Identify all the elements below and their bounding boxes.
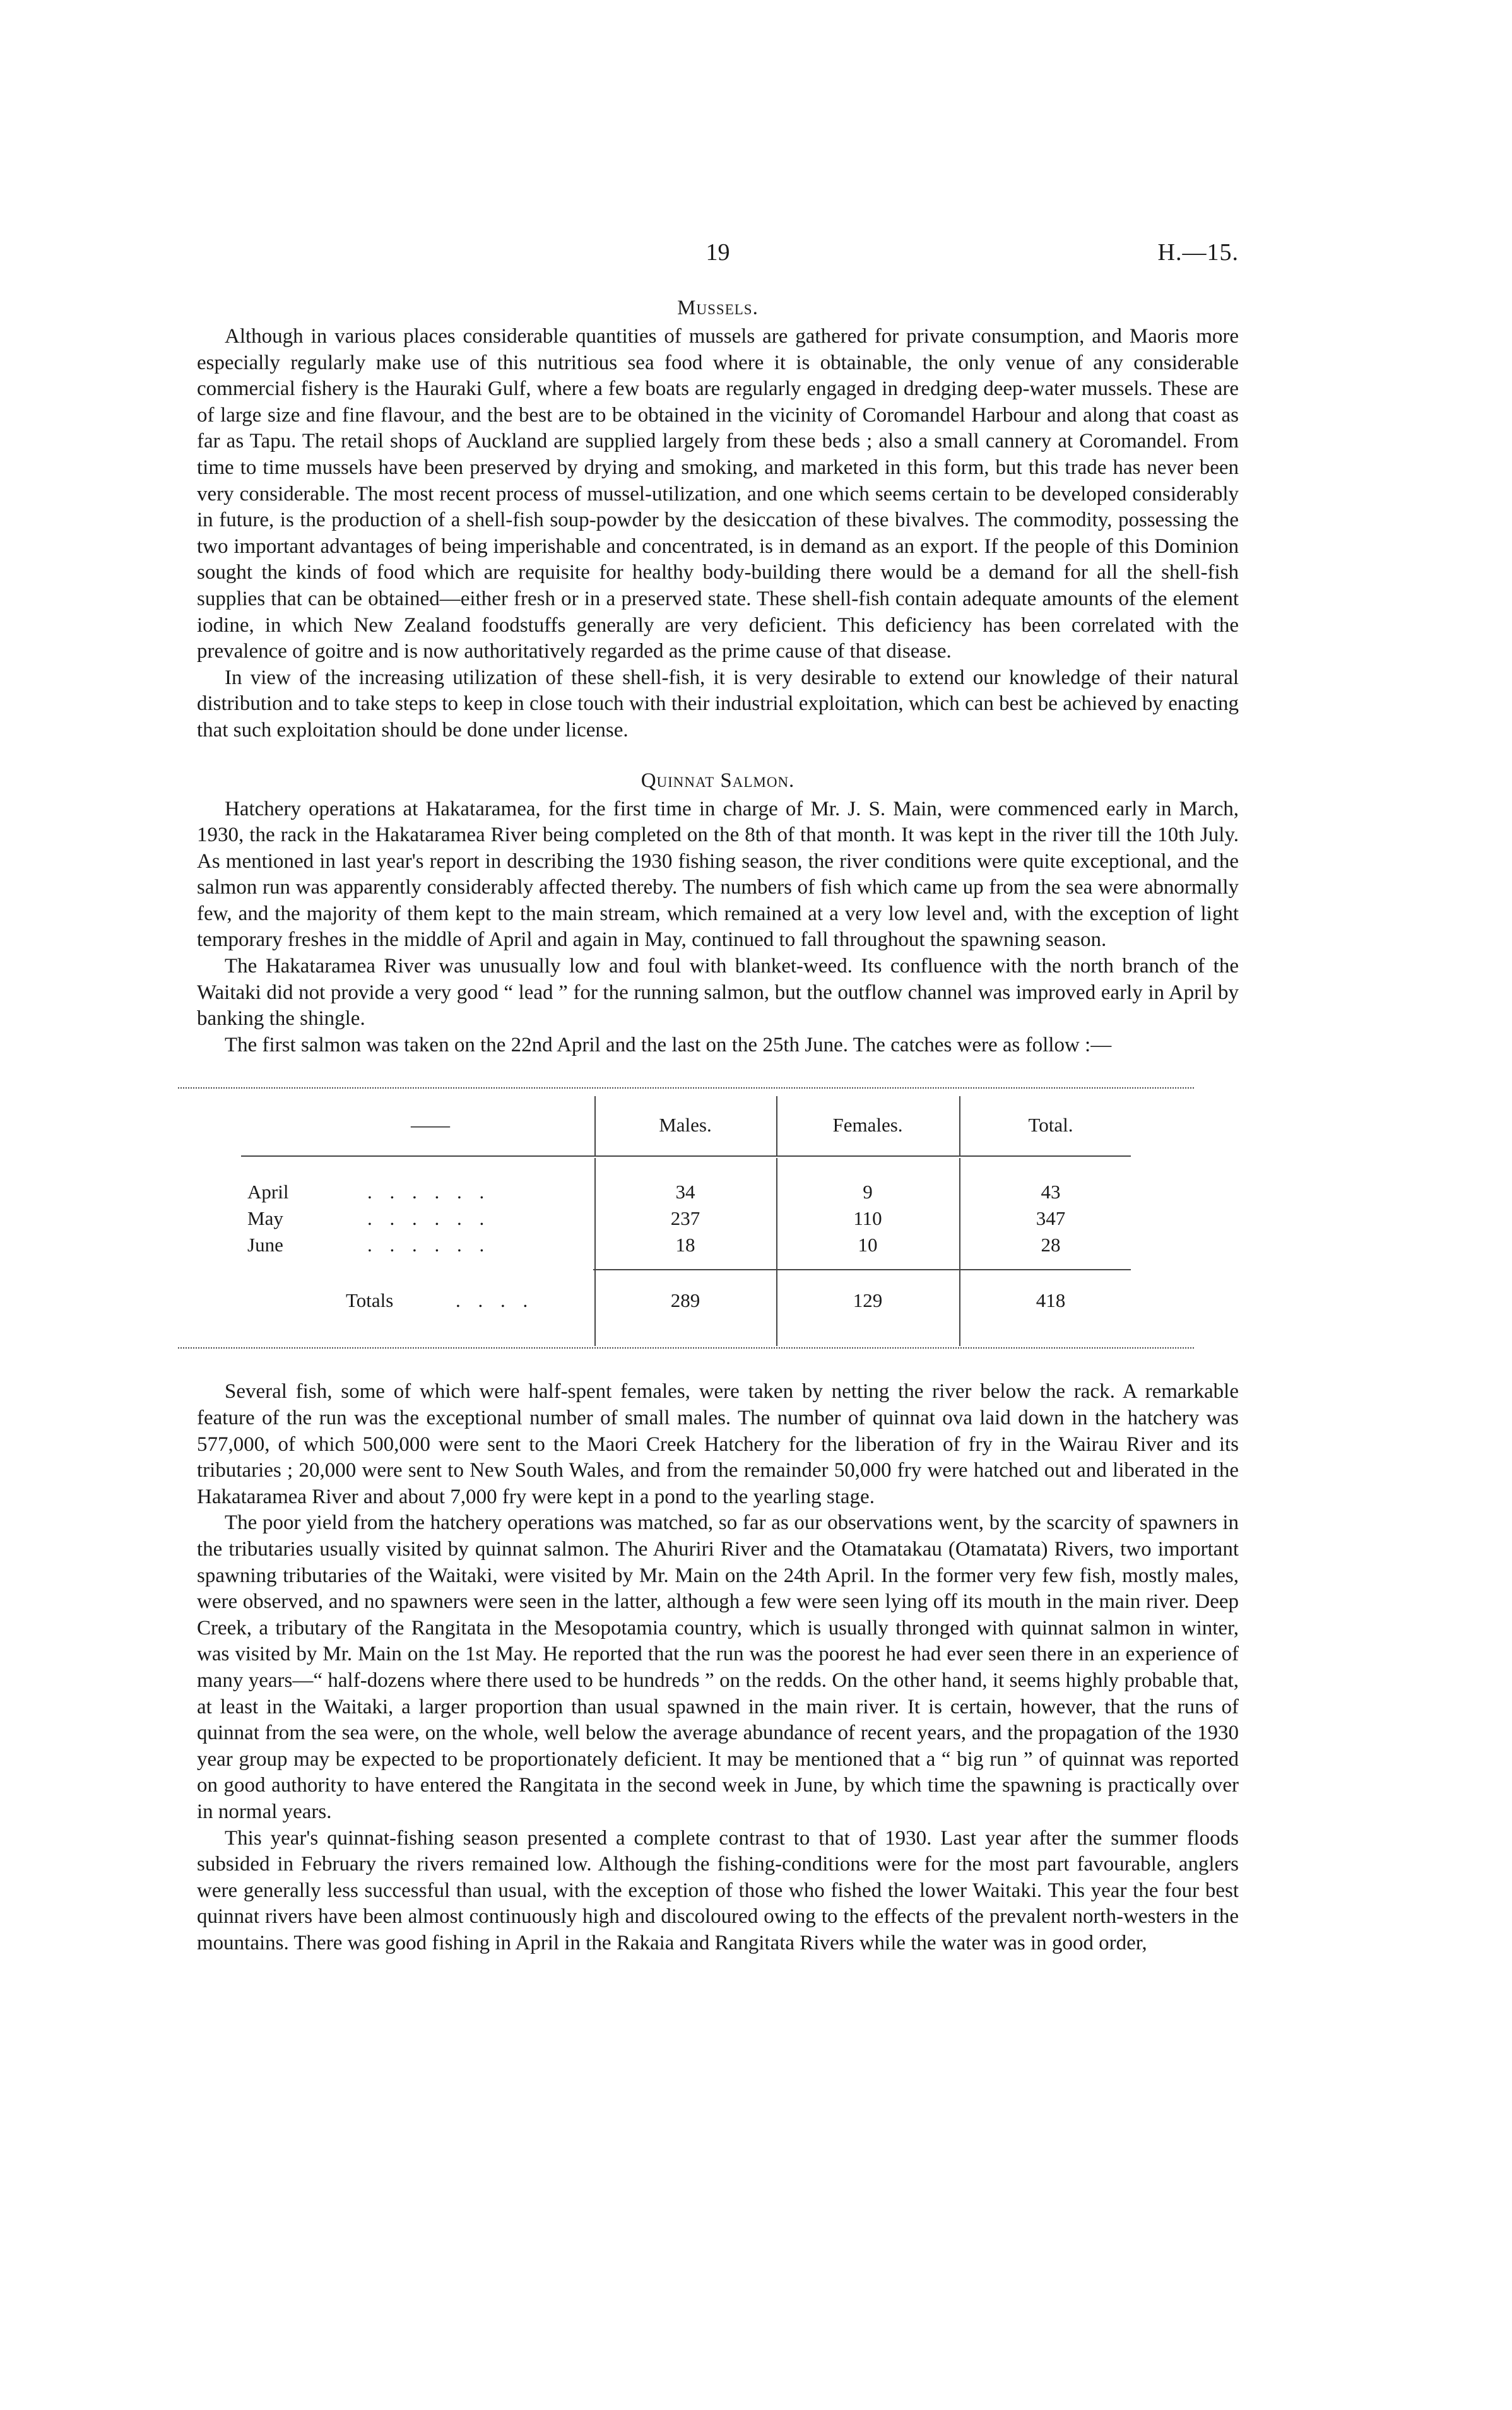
may-total: 347 xyxy=(1036,1207,1066,1230)
salmon-paragraph-3: The first salmon was taken on the 22nd April and the last on the 25th June. The catches were as follow :— xyxy=(225,1033,1112,1056)
leader-dots: . . . . . . xyxy=(367,1207,491,1230)
mussels-paragraph-2: In view of the increasing utilization of these shell-fish, it is very desirable to extend our knowledge of their natural distribution and to take steps to keep in close touch with their industrial exploitation, which can best be achieved by enacting that such exploitation should be done under license. xyxy=(197,666,1239,741)
header-total: Total. xyxy=(1028,1114,1073,1137)
header-females: Females. xyxy=(832,1114,903,1137)
april-males: 34 xyxy=(675,1181,695,1203)
table-corner: —— xyxy=(411,1114,450,1137)
may-females: 110 xyxy=(853,1207,882,1230)
page-header xyxy=(197,239,1239,276)
leader-dots: . . . . xyxy=(456,1289,535,1312)
totals-total: 418 xyxy=(1036,1289,1066,1312)
may-males: 237 xyxy=(670,1207,700,1230)
salmon-paragraph-1: Hatchery operations at Hakataramea, for the first time in charge of Mr. J. S. Main, were commenced early in March, 1930, the rack in the Hakataramea River being completed on the 8th of that month. It was kept in the river till the 10th July. As mentioned in last year's report in describing the 1930 fishing season, the river conditions were quite exceptional, and the salmon run was apparently considerably affected thereby. The numbers of fish which came up from the sea were abnormally few, and the majority of them kept to the main stream, which remained at a very low level and, with the exception of light temporary freshes in the middle of April and again in May, continued to fall throughout the spawning season. xyxy=(197,797,1239,952)
row-label-may: May xyxy=(247,1207,283,1230)
table-totals-rule xyxy=(593,1269,1131,1270)
totals-males: 289 xyxy=(670,1289,700,1312)
april-females: 9 xyxy=(863,1181,873,1203)
table-top-rule xyxy=(178,1087,1194,1089)
row-label-april: April xyxy=(247,1181,289,1203)
june-females: 10 xyxy=(858,1234,878,1256)
salmon-paragraph-6: This year's quinnat-fishing season presented a complete contrast to that of 1930. Last year after the summer floods subsided in February the rivers remained low. Although the fishing-conditions were for the most part favourable, anglers were generally less successful than usual, with the exception of those who fished the lower Waitaki. This year the four best quinnat rivers have been almost continuously high and discoloured owing to the effects of the prevalent north-westers in the mountains. There was good fishing in April in the Rakaia and Rangitata Rivers while the water was in good order, xyxy=(197,1826,1239,1954)
mussels-heading: Mussels. xyxy=(677,297,759,319)
table-bottom-rule xyxy=(178,1347,1194,1349)
document-reference: H.—15. xyxy=(1157,239,1239,266)
totals-label: Totals xyxy=(346,1289,394,1312)
totals-females: 129 xyxy=(853,1289,883,1312)
leader-dots: . . . . . . xyxy=(367,1181,491,1203)
june-males: 18 xyxy=(675,1234,695,1256)
salmon-paragraph-5: The poor yield from the hatchery operations was matched, so far as our observations went, by the scarcity of spawners in the tributaries usually visited by quinnat salmon. The Ahuriri River and the Otamatakau (Otamatata) Rivers, two important spawning tributaries of the Waitaki, were visited by Mr. Main on the 24th April. In the former very few fish, mostly males, were observed, and no spawners were seen in the latter, although a few were seen lying off its mouth in the main river. Deep Creek, a tributary of the Rangitata in the Mesopotamia country, which is usually thronged with quinnat salmon in winter, was visited by Mr. Main on the 1st May. He reported that the run was the poorest he had ever seen there in an experience of many years—“ half-dozens where there used to be hundreds ” on the redds. On the other hand, it seems highly probable that, at least in the Waitaki, a larger proportion than usual spawned in the main river. It is certain, however, that the runs of quinnat from the sea were, on the whole, well below the average abundance of recent years, and the propagation of the 1930 year group may be expected to be proportionately deficient. It may be mentioned that a “ big run ” of quinnat was reported on good authority to have entered the Rangitata in the second week in June, by which time the spawning is practically over in normal years. xyxy=(197,1511,1239,1823)
april-total: 43 xyxy=(1041,1181,1061,1203)
page-number: 19 xyxy=(706,239,730,266)
leader-dots: . . . . . . xyxy=(367,1234,491,1256)
catches-table xyxy=(197,1087,1239,1350)
salmon-paragraph-2: The Hakataramea River was unusually low and foul with blanket-weed. Its confluence with the north branch of the Waitaki did not provide a very good “ lead ” for the running salmon, but the outflow channel was improved early in April by banking the shingle. xyxy=(197,955,1239,1031)
header-males: Males. xyxy=(659,1114,712,1137)
page-body xyxy=(197,297,1239,1957)
row-label-june: June xyxy=(247,1234,283,1256)
quinnat-salmon-heading: Quinnat Salmon. xyxy=(641,769,795,792)
table-header-rule xyxy=(241,1155,1131,1157)
june-total: 28 xyxy=(1041,1234,1061,1256)
salmon-paragraph-4: Several fish, some of which were half-spent females, were taken by netting the river below the rack. A remarkable feature of the run was the exceptional number of small males. The number of quinnat ova laid down in the hatchery was 577,000, of which 500,000 were sent to the Maori Creek Hatchery for the liberation of fry in the Wairau River and its tributaries ; 20,000 were sent to New South Wales, and from the remainder 50,000 fry were hatched out and liberated in the Hakataramea River and about 7,000 fry were kept in a pond to the yearling stage. xyxy=(197,1380,1239,1508)
mussels-paragraph-1: Although in various places considerable quantities of mussels are gathered for private consumption, and Maoris more especially regularly make use of this nutritious sea food where it is obtainable, the only venue of any considerable commercial fishery is the Hauraki Gulf, where a few boats are regularly engaged in dredging deep-water mussels. These are of large size and fine flavour, and the best are to be obtained in the vicinity of Coromandel Harbour and along that coast as far as Tapu. The retail shops of Auckland are supplied largely from these beds ; also a small cannery at Coromandel. From time to time mussels have been preserved by drying and smoking, and marketed in this form, but this trade has never been very considerable. The most recent process of mussel-utilization, and one which seems certain to be developed considerably in future, is the production of a shell-fish soup-powder by the desiccation of these bivalves. The commodity, possessing the two important advantages of being imperishable and concentrated, is in demand as an export. If the people of this Dominion sought the kinds of food which are requisite for healthy body-building there would be a demand for all the shell-fish supplies that can be obtained—either fresh or in a preserved state. These shell-fish contain adequate amounts of the element iodine, in which New Zealand foodstuffs generally are very deficient. This deficiency has been correlated with the prevalence of goitre and is now authoritatively regarded as the prime cause of that disease. xyxy=(197,325,1239,663)
